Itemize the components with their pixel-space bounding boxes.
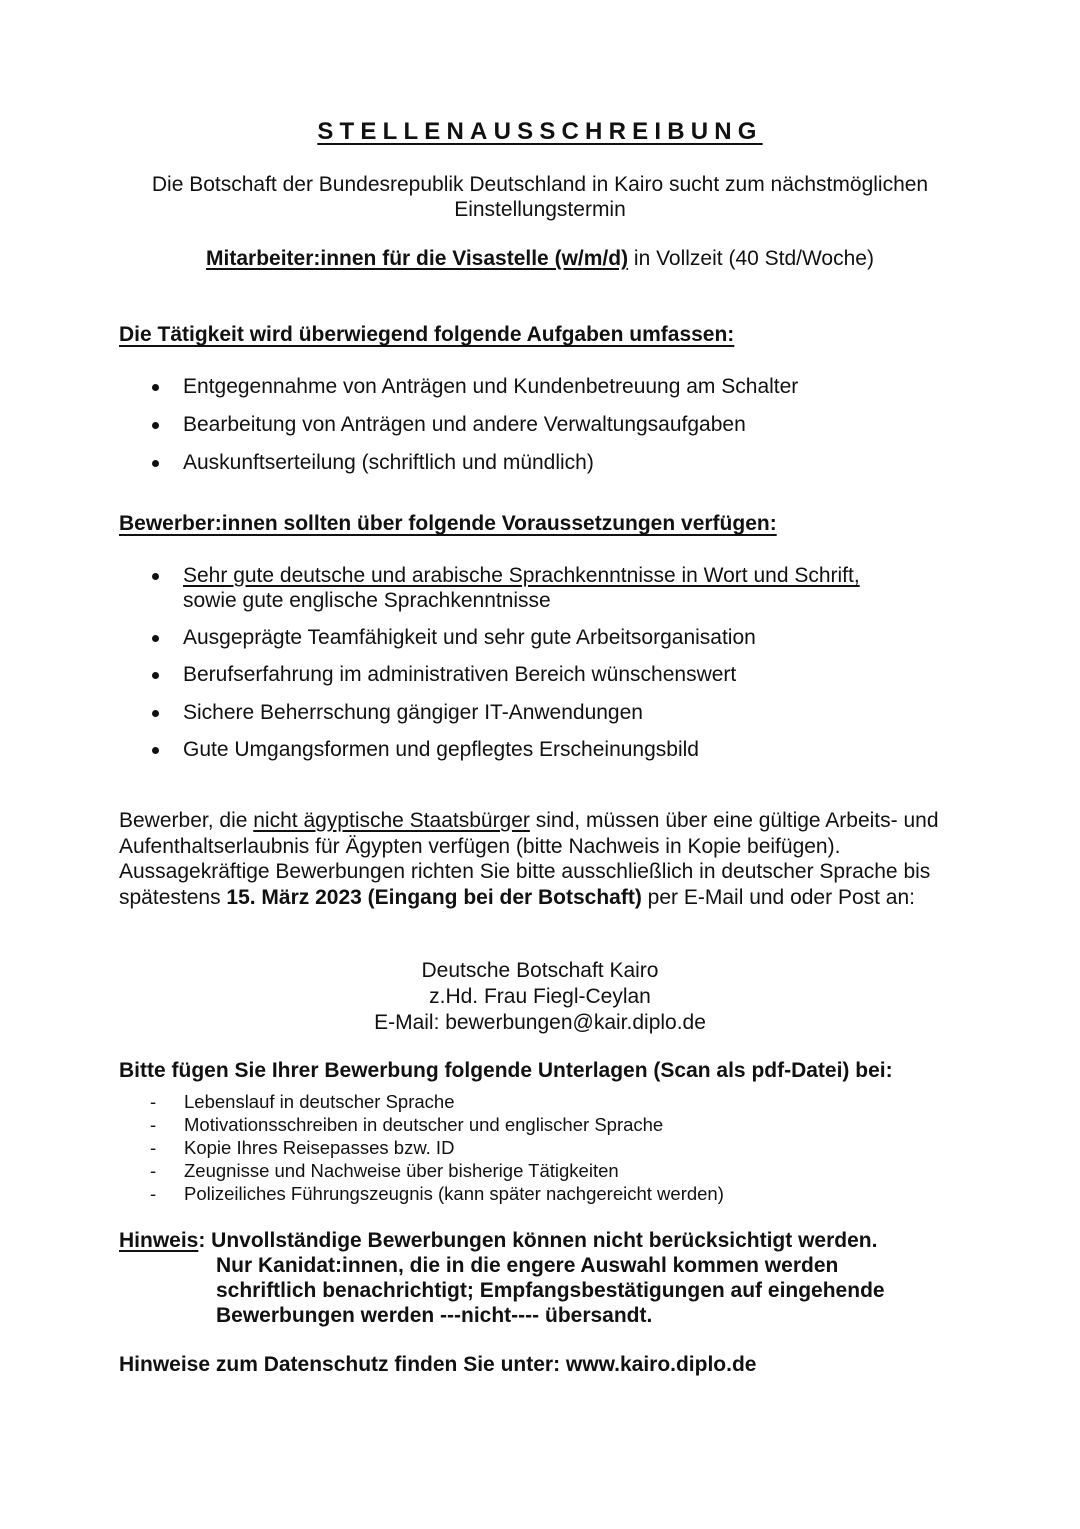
applicants-note-line-4: spätestens 15. März 2023 (Eingang bei der Botschaft) per E-Mail und oder Post an: — [119, 885, 915, 909]
hint-label: Hinweis — [119, 1229, 199, 1252]
intro-line-2: Einstellungstermin — [454, 198, 626, 221]
dash-icon: - — [150, 1183, 157, 1204]
documents-heading: Bitte fügen Sie Ihrer Bewerbung folgende Unterlagen (Scan als pdf-Datei) bei: — [119, 1059, 893, 1082]
position-line — [0, 247, 1080, 271]
requirements-heading: Bewerber:innen sollten über folgende Voraussetzungen verfügen: — [119, 512, 777, 535]
dash-icon: - — [150, 1160, 157, 1181]
hint-line-1: Hinweis: Unvollständige Bewerbungen können nicht berücksichtigt werden. — [119, 1229, 878, 1252]
applicants-note-line-2: Aufenthaltserlaubnis für Ägypten verfügen (bitte Nachweis in Kopie beifügen). — [119, 834, 841, 858]
applicants-note-line-3: Aussagekräftige Bewerbungen richten Sie bitte ausschließlich in deutscher Sprache bis — [119, 860, 931, 883]
applicants-note — [119, 808, 964, 910]
tasks-heading: Die Tätigkeit wird überwiegend folgende Aufgaben umfassen: — [119, 323, 735, 346]
requirement-language-line-2: sowie gute englische Sprachkenntnisse — [183, 589, 551, 612]
document-item: - Zeugnisse und Nachweise über bisherige Tätigkeiten — [150, 1160, 619, 1181]
task-item: Auskunftserteilung (schriftlich und mündlich) — [183, 451, 594, 474]
intro-line-1: Die Botschaft der Bundesrepublik Deutschland in Kairo sucht zum nächstmöglichen — [151, 173, 929, 196]
address-email: E-Mail: bewerbungen@kair.diplo.de — [374, 1011, 706, 1034]
deadline: 15. März 2023 (Eingang bei der Botschaft) — [226, 885, 642, 909]
document-item: - Motivationsschreiben in deutscher und englischer Sprache — [150, 1114, 664, 1135]
document-item: - Kopie Ihres Reisepasses bzw. ID — [150, 1137, 455, 1158]
task-item: Bearbeitung von Anträgen und andere Verwaltungsaufgaben — [183, 413, 746, 436]
hint-line-4: Bewerbungen werden ---nicht---- übersandt. — [216, 1304, 653, 1327]
requirement-item — [150, 563, 950, 613]
document-item: - Polizeiliches Führungszeugnis (kann später nachgereicht werden) — [150, 1183, 724, 1204]
requirement-item: Berufserfahrung im administrativen Bereich wünschenswert — [183, 663, 737, 686]
address-block — [0, 958, 1080, 1036]
requirement-item: Ausgeprägte Teamfähigkeit und sehr gute Arbeitsorganisation — [183, 626, 756, 649]
requirement-language-line: Sehr gute deutsche und arabische Sprachkenntnisse in Wort und Schrift, — [183, 564, 860, 587]
dash-icon: - — [150, 1091, 157, 1112]
hint-line-3: schriftlich benachrichtigt; Empfangsbestätigungen auf eingehende — [216, 1279, 885, 1302]
requirement-item: Gute Umgangsformen und gepflegtes Erscheinungsbild — [183, 738, 699, 761]
address-line-1: Deutsche Botschaft Kairo — [421, 959, 659, 982]
applicants-note-line-1: Bewerber, die nicht ägyptische Staatsbürger sind, müssen über eine gültige Arbeits- und — [119, 809, 939, 832]
nationality-text: nicht ägyptische Staatsbürger — [253, 809, 530, 832]
intro-text — [0, 172, 1080, 222]
position-suffix: in Vollzeit (40 Std/Woche) — [628, 247, 874, 270]
page-title: STELLENAUSSCHREIBUNG — [317, 118, 763, 145]
dash-icon: - — [150, 1137, 157, 1158]
task-item: Entgegennahme von Anträgen und Kundenbetreuung am Schalter — [183, 375, 799, 398]
dash-icon: - — [150, 1114, 157, 1135]
hint-line-2: Nur Kanidat:innen, die in die engere Auswahl kommen werden — [216, 1254, 839, 1277]
address-line-2: z.Hd. Frau Fiegl-Ceylan — [429, 985, 651, 1008]
document-item: - Lebenslauf in deutscher Sprache — [150, 1091, 455, 1112]
privacy-footer: Hinweise zum Datenschutz finden Sie unter: www.kairo.diplo.de — [119, 1353, 757, 1376]
requirement-item: Sichere Beherrschung gängiger IT-Anwendungen — [183, 701, 643, 724]
position-title: Mitarbeiter:innen für die Visastelle (w/m/d) — [206, 247, 629, 270]
